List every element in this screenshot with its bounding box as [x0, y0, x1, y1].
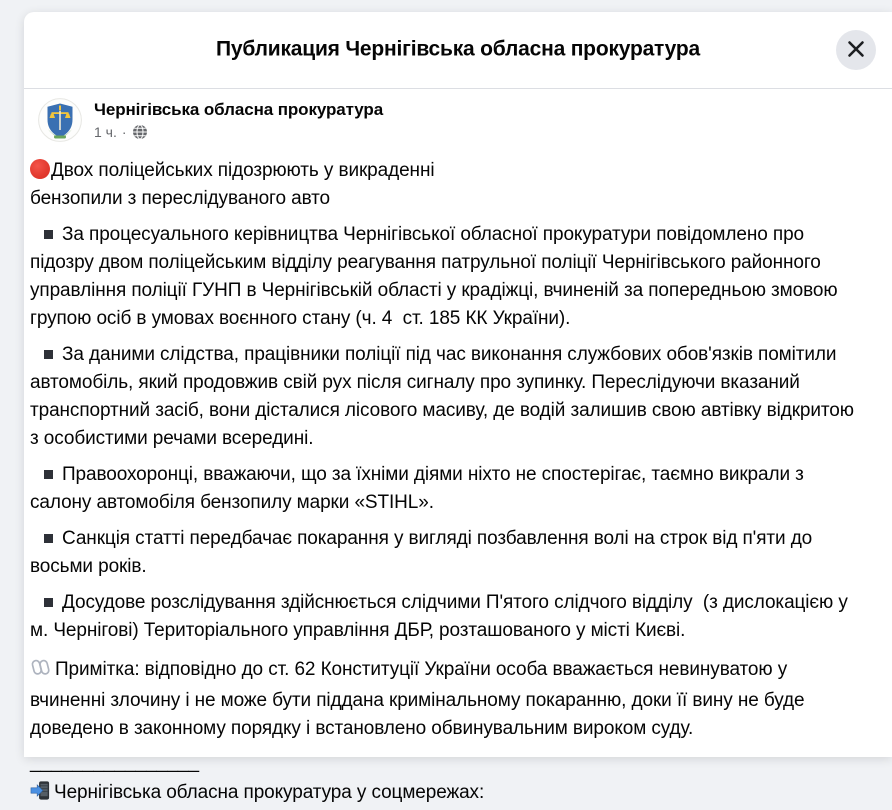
black-square-bullet-icon	[44, 534, 53, 543]
red-circle-icon	[30, 159, 50, 179]
black-square-bullet-icon	[44, 470, 53, 479]
post-headline	[30, 157, 862, 213]
dialog-title: Публикация Чернігівська обласна прокуратура	[216, 37, 700, 61]
paragraph-text: Санкція статті передбачає покарання у вигляді позбавлення волі на строк від п'яти до восьми років.	[30, 528, 818, 577]
black-square-bullet-icon	[44, 230, 53, 239]
linked-paperclips-icon	[30, 656, 52, 687]
paragraph	[30, 341, 862, 453]
headline-line-2: бензопили з переслідуваного авто	[30, 188, 331, 209]
paragraph-text: За процесуального керівництва Чернігівської обласної прокуратури повідомлено про підозру двом поліцейським відділу реагування патрульної поліції Чернігівського районного управління поліції ГУНП в Чернігівській області у крадіжці, вчиненій за попередньою змовою групою осіб в умовах воєнного стану (ч. 4 ст. 185 КК України).	[30, 224, 843, 329]
note-text: Примітка: відповідно до ст. 62 Конституції України особа вважається невинуватою у вчиненні злочину і не може бути піддана кримінальному покаранню, доки її вину не буде доведено в законному порядку і встановлено обвинувальним вироком суду.	[30, 659, 810, 739]
paragraph	[30, 525, 862, 581]
paragraph-text: За даними слідства, працівники поліції під час виконання службових обов'язків помітили автомобіль, який продовжив свій рух після сигналу про зупинку. Переслідуючи вказаний транспортний засіб, вони дісталися лісового масиву, де водій залишив свою автівку відкритою з особистими речами всередині.	[30, 344, 860, 449]
headline-line-1: Двох поліцейських підозрюють у викраденні	[51, 160, 435, 181]
paragraph	[30, 589, 862, 645]
post-header-info	[94, 100, 383, 140]
note-paragraph	[30, 656, 862, 743]
post-body	[30, 157, 862, 810]
close-icon	[845, 38, 867, 63]
close-button[interactable]	[836, 30, 876, 70]
black-square-bullet-icon	[44, 598, 53, 607]
timestamp[interactable]: 1 ч.	[94, 124, 117, 140]
social-heading	[30, 779, 862, 810]
paragraph	[30, 461, 862, 517]
author-name[interactable]: Чернігівська обласна прокуратура	[94, 100, 384, 119]
paragraph-text: Досудове розслідування здійснюється слідчими П'ятого слідчого відділу (з дислокацією у м. Чернігові) Територіального управління ДБР, розташованого у місті Києві.	[30, 592, 853, 641]
footer-rule: ________________	[30, 752, 200, 773]
dialog-header	[24, 12, 892, 89]
globe-icon	[132, 124, 148, 140]
post	[24, 89, 892, 810]
paragraph-text: Правоохоронці, вважаючи, що за їхніми діями ніхто не спостерігає, таємно викрали з салону автомобіля бензопилу марки «STIHL».	[30, 464, 809, 513]
social-heading-text: Чернігівська обласна прокуратура у соцмережах:	[54, 782, 485, 803]
post-header	[38, 98, 862, 142]
post-meta	[94, 124, 383, 140]
paragraph	[30, 221, 862, 333]
post-dialog	[24, 12, 892, 803]
black-square-bullet-icon	[44, 350, 53, 359]
avatar[interactable]	[38, 98, 82, 142]
meta-separator: ·	[121, 124, 127, 140]
prosecutor-emblem-icon	[38, 129, 82, 146]
mobile-phone-arrow-icon	[30, 780, 51, 810]
